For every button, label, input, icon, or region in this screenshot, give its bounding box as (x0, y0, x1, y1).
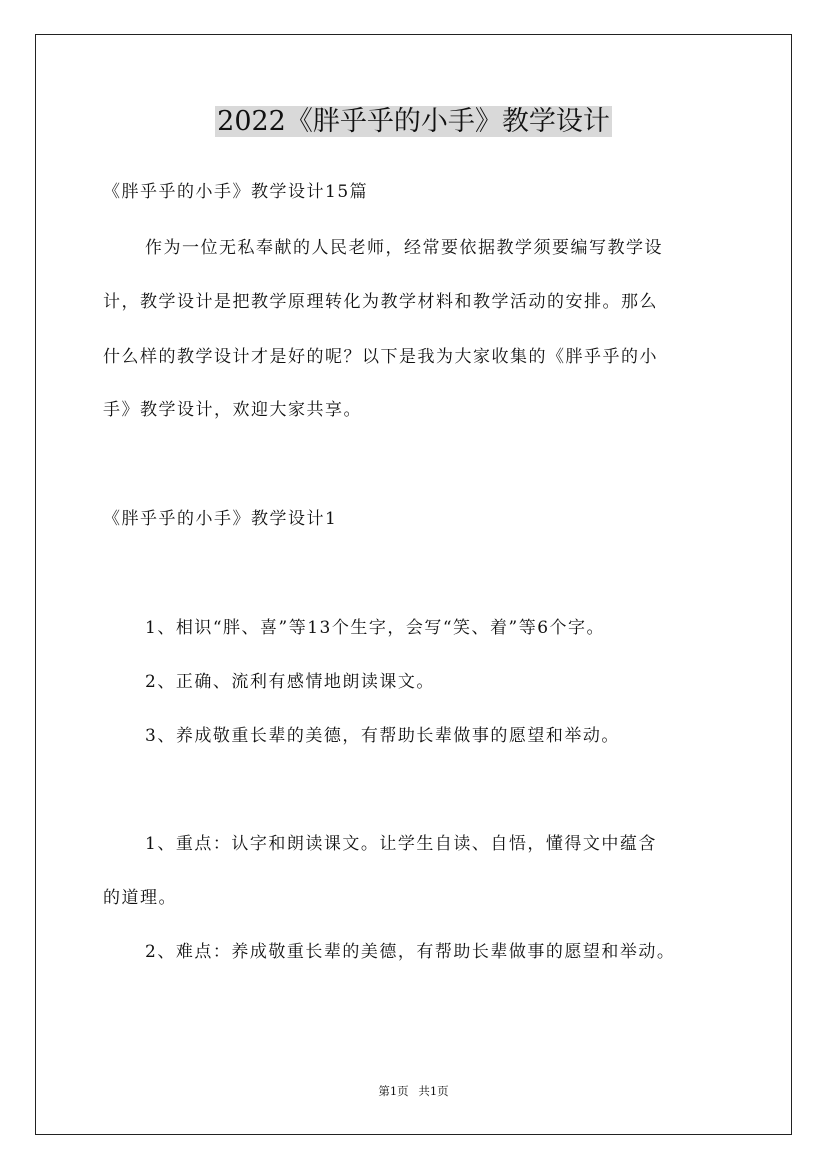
page-number: 第1页 (378, 1084, 409, 1098)
page-footer (0, 1082, 827, 1100)
goal-item-3: 3、养成敬重长辈的美德，有帮助长辈做事的愿望和举动。 (145, 726, 620, 746)
key-point-1-continued: 的道理。 (103, 888, 177, 908)
intro-line-3: 什么样的教学设计才是好的呢？以下是我为大家收集的《胖乎乎的小 (103, 347, 658, 367)
key-point-2: 2、难点：养成敬重长辈的美德，有帮助长辈做事的愿望和举动。 (145, 942, 676, 962)
intro-line-4: 手》教学设计，欢迎大家共享。 (103, 400, 362, 420)
key-point-1: 1、重点：认字和朗读课文。让学生自读、自悟，懂得文中蕴含 (145, 834, 657, 854)
intro-line-2: 计，教学设计是把教学原理转化为教学材料和教学活动的安排。那么 (103, 292, 658, 312)
intro-line-1: 作为一位无私奉献的人民老师，经常要依据教学须要编写教学设 (145, 238, 663, 258)
document-title: 2022《胖乎乎的小手》教学设计 (217, 106, 610, 137)
page-total: 共1页 (418, 1084, 449, 1098)
document-subtitle: 《胖乎乎的小手》教学设计15篇 (103, 182, 369, 202)
section-heading: 《胖乎乎的小手》教学设计1 (103, 509, 338, 529)
goal-item-2: 2、正确、流利有感情地朗读课文。 (145, 672, 435, 692)
goal-item-1: 1、相识“胖、喜”等13个生字，会写“笑、着”等6个字。 (145, 618, 606, 638)
